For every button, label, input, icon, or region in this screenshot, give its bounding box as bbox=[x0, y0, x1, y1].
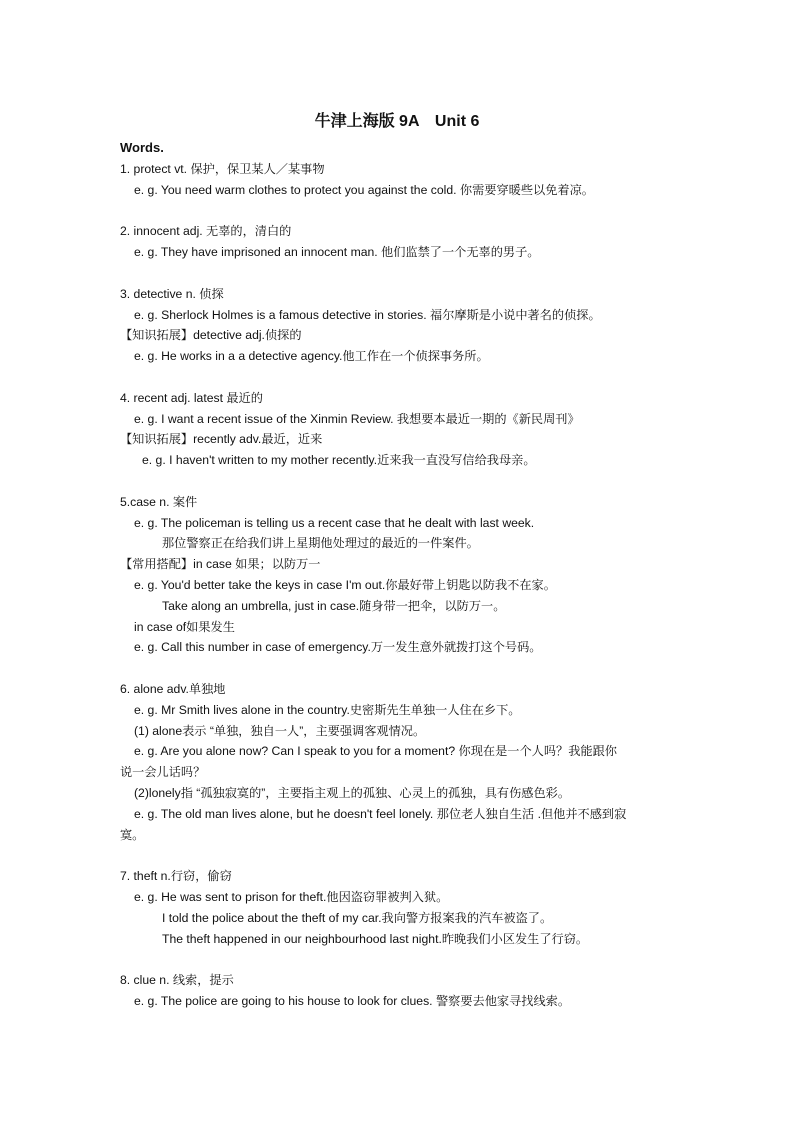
text-line: e. g. The policeman is telling us a recent case that he dealt with last week. bbox=[134, 516, 535, 530]
text-line: 8. clue n. 线索，提示 bbox=[120, 973, 234, 987]
text-line: The theft happened in our neighbourhood last night.昨晚我们小区发生了行窃。 bbox=[162, 932, 589, 946]
text-line: e. g. Sherlock Holmes is a famous detective in stories. 福尔摩斯是小说中著名的侦探。 bbox=[134, 308, 601, 322]
text-line: 3. detective n. 侦探 bbox=[120, 287, 224, 301]
text-line: e. g. They have imprisoned an innocent man. 他们监禁了一个无辜的男子。 bbox=[134, 245, 540, 259]
text-line: (2)lonely指 “孤独寂寞的”，主要指主观上的孤独、心灵上的孤独，具有伤感色彩。 bbox=[134, 786, 571, 800]
text-line: e. g. Are you alone now? Can I speak to you for a moment? 你现在是一个人吗？我能跟你 bbox=[134, 744, 617, 758]
text-line: e. g. You'd better take the keys in case I'm out.你最好带上钥匙以防我不在家。 bbox=[134, 578, 556, 592]
text-line: e. g. The police are going to his house to look for clues. 警察要去他家寻找线索。 bbox=[134, 994, 571, 1008]
text-line: 4. recent adj. latest 最近的 bbox=[120, 391, 263, 405]
section-heading: Words. bbox=[120, 140, 164, 155]
text-line: Take along an umbrella, just in case.随身带一把伞，以防万一。 bbox=[162, 599, 506, 613]
text-line: 【知识拓展】detective adj.侦探的 bbox=[120, 328, 302, 342]
text-line: e. g. Call this number in case of emergency.万一发生意外就拨打这个号码。 bbox=[134, 640, 542, 654]
text-line: e. g. The old man lives alone, but he doesn't feel lonely. 那位老人独自生活 .但他并不感到寂 bbox=[134, 807, 627, 821]
text-line: e. g. He was sent to prison for theft.他因盗窃罪被判入狱。 bbox=[134, 890, 449, 904]
page-title: 牛津上海版 9A Unit 6 bbox=[314, 113, 480, 130]
text-line: 【常用搭配】in case 如果；以防万一 bbox=[120, 557, 321, 571]
text-line: 1. protect vt. 保护，保卫某人／某事物 bbox=[120, 162, 325, 176]
text-line: 那位警察正在给我们讲上星期他处理过的最近的一件案件。 bbox=[162, 536, 479, 550]
text-line: 【知识拓展】recently adv.最近，近来 bbox=[120, 432, 323, 446]
text-line: 2. innocent adj. 无辜的，清白的 bbox=[120, 224, 292, 238]
text-line: in case of如果发生 bbox=[134, 620, 235, 634]
text-line: I told the police about the theft of my car.我向警方报案我的汽车被盗了。 bbox=[162, 911, 553, 925]
text-line: 说一会儿话吗？ bbox=[120, 765, 206, 779]
text-line: 7. theft n.行窃，偷窃 bbox=[120, 869, 232, 883]
text-line: 6. alone adv.单独地 bbox=[120, 682, 226, 696]
text-line: e. g. Mr Smith lives alone in the country.史密斯先生单独一人住在乡下。 bbox=[134, 703, 521, 717]
text-line: (1) alone表示 “单独，独自一人”，主要强调客观情况。 bbox=[134, 724, 426, 738]
text-line: 5.case n. 案件 bbox=[120, 495, 198, 509]
text-line: 寞。 bbox=[120, 828, 145, 842]
text-line: e. g. He works in a a detective agency.他工作在一个侦探事务所。 bbox=[134, 349, 489, 363]
text-line: e. g. I want a recent issue of the Xinmin Review. 我想要本最近一期的《新民周刊》 bbox=[134, 412, 580, 426]
text-line: e. g. I haven't written to my mother recently.近来我一直没写信给我母亲。 bbox=[142, 453, 536, 467]
text-line: e. g. You need warm clothes to protect you against the cold. 你需要穿暖些以免着凉。 bbox=[134, 183, 594, 197]
